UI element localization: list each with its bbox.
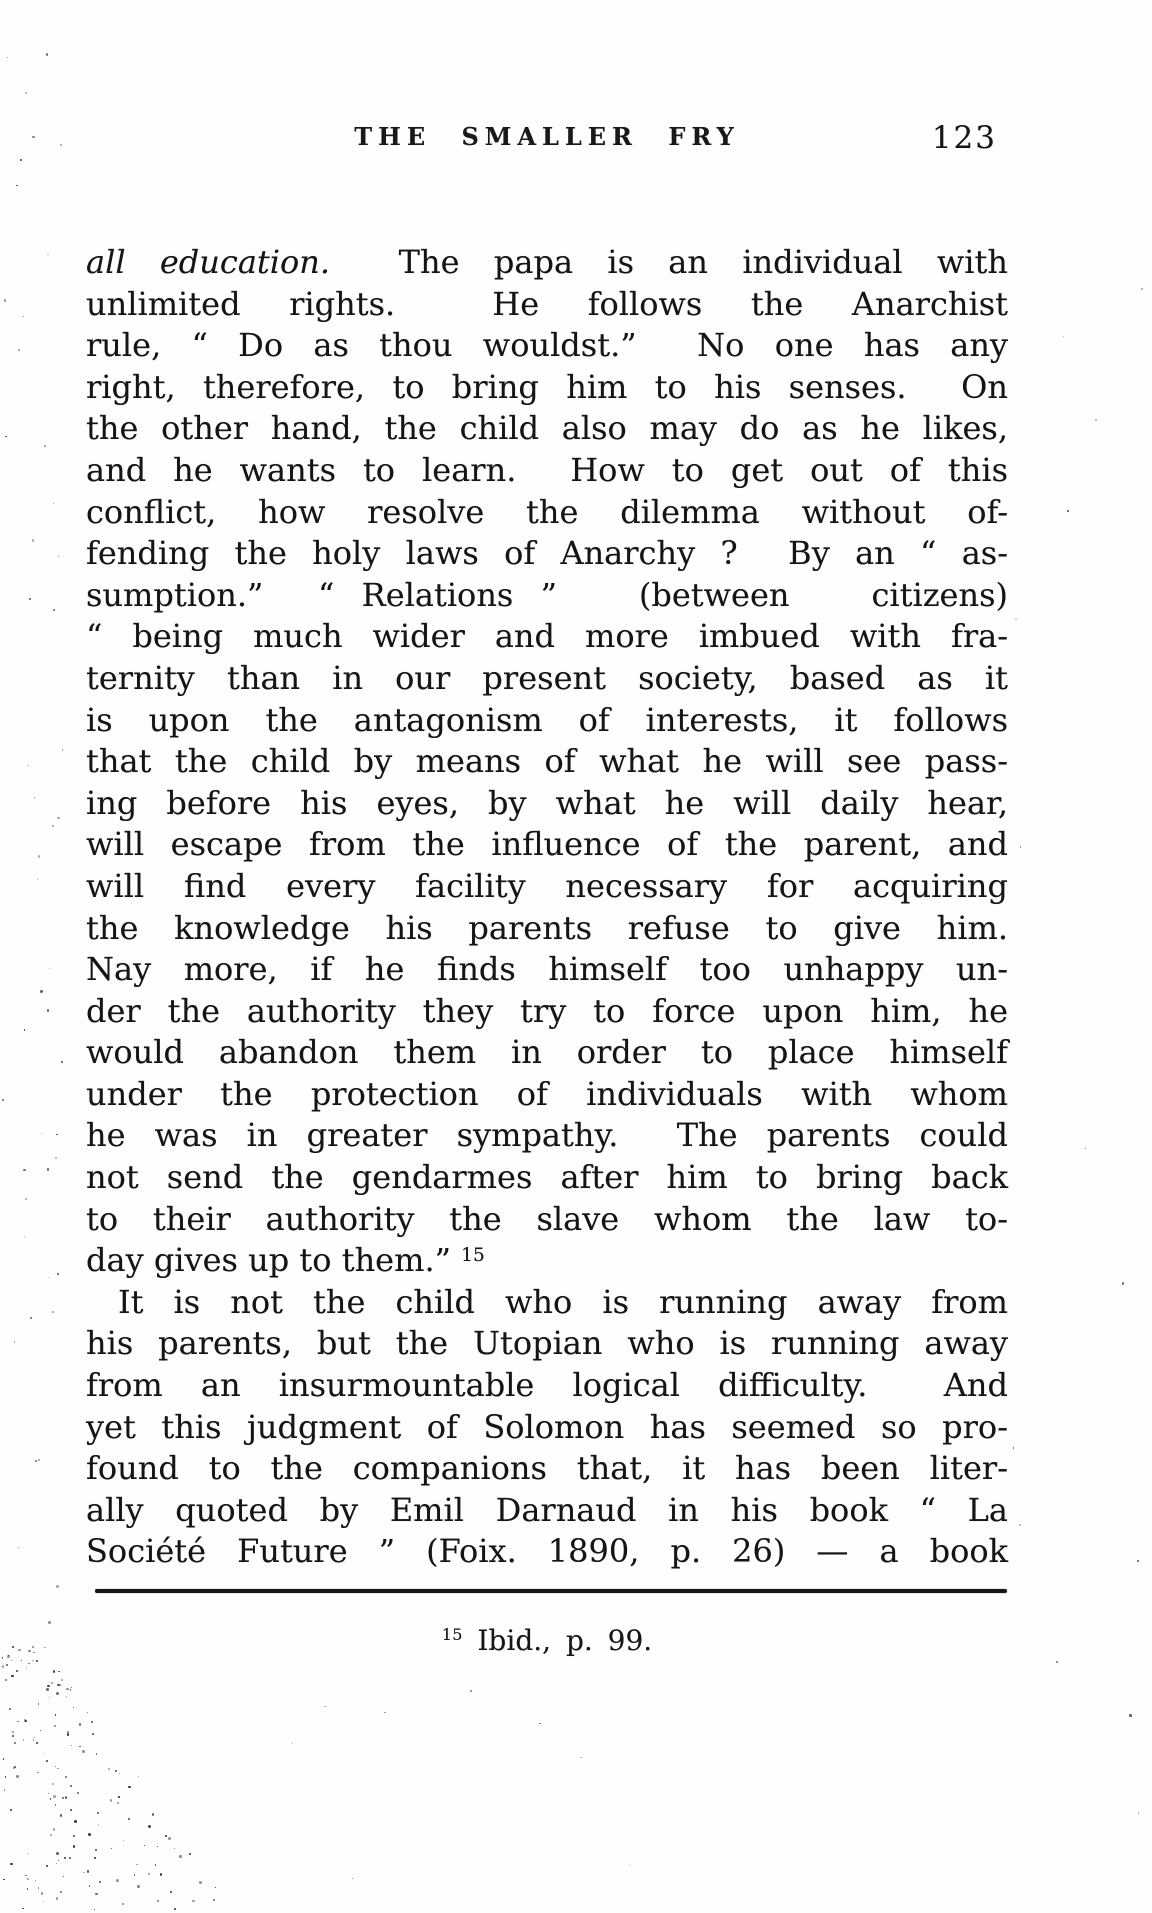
noise-dot	[29, 598, 31, 600]
noise-dot	[213, 1899, 215, 1901]
noise-dot	[4, 1789, 6, 1791]
noise-dot	[10, 1863, 13, 1866]
noise-dot	[53, 503, 54, 504]
noise-dot	[1019, 1524, 1021, 1526]
noise-dot	[36, 1742, 39, 1745]
running-header	[86, 122, 1008, 166]
noise-dot	[57, 1768, 58, 1769]
noise-dot	[160, 1873, 162, 1875]
noise-dot	[47, 254, 48, 255]
noise-dot	[11, 1660, 12, 1661]
noise-dot	[64, 1857, 67, 1860]
noise-dot	[62, 749, 63, 750]
noise-dot	[119, 1773, 120, 1774]
noise-dot	[53, 609, 55, 611]
noise-dot	[12, 1731, 14, 1733]
text-line: rule, “ Do as thou wouldst.” No one has any	[86, 326, 1008, 365]
noise-dot	[95, 1849, 97, 1851]
noise-dot	[179, 1855, 182, 1858]
noise-dot	[10, 1809, 12, 1811]
noise-dot	[1020, 846, 1021, 847]
noise-dot	[58, 1671, 60, 1673]
noise-dot	[134, 1874, 136, 1876]
noise-dot	[47, 1168, 49, 1170]
noise-dot	[24, 1236, 25, 1237]
noise-dot	[43, 1753, 44, 1754]
noise-dot	[46, 1760, 48, 1762]
noise-dot	[54, 1725, 57, 1728]
noise-dot	[61, 1061, 63, 1063]
noise-dot	[47, 1685, 49, 1687]
noise-dot	[43, 1901, 45, 1903]
text-line: conflict, how resolve the dilemma without of-	[86, 492, 1008, 531]
noise-dot	[27, 1888, 28, 1889]
noise-dot	[33, 1652, 34, 1653]
page-body-text	[86, 242, 1008, 1573]
text-line: sumption.” “ Relations ” (between citizens)	[86, 575, 1008, 614]
footnote	[86, 1624, 1008, 1657]
noise-dot	[470, 1690, 472, 1692]
noise-dot	[87, 1870, 90, 1873]
text-line: ternity than in our present society, based as it	[86, 658, 1008, 697]
noise-dot	[23, 1169, 25, 1171]
footnote-marker: 15	[441, 1625, 463, 1644]
noise-dot	[65, 1796, 67, 1798]
noise-dot	[3, 1879, 5, 1881]
noise-dot	[144, 1845, 145, 1846]
noise-dot	[168, 1837, 171, 1840]
noise-dot	[65, 1797, 66, 1798]
noise-dot	[56, 1692, 58, 1694]
noise-dot	[99, 1881, 100, 1882]
noise-dot	[77, 1792, 79, 1794]
text-line: under the protection of individuals with whom	[86, 1074, 1008, 1113]
noise-dot	[46, 53, 48, 55]
noise-dot	[12, 1646, 14, 1648]
noise-dot	[69, 1857, 71, 1859]
noise-dot	[215, 1887, 217, 1889]
noise-dot	[95, 1893, 98, 1896]
noise-dot	[1063, 336, 1064, 337]
noise-dot	[57, 817, 59, 819]
noise-dot	[53, 1670, 55, 1672]
noise-dot	[14, 1341, 15, 1342]
footnote-divider	[95, 1589, 1007, 1593]
noise-dot	[73, 1835, 75, 1837]
noise-dot	[28, 765, 29, 766]
text-line: right, therefore, to bring him to his senses. On	[86, 367, 1008, 406]
noise-dot	[16, 1670, 18, 1672]
noise-dot	[41, 1892, 44, 1895]
noise-dot	[50, 1798, 51, 1799]
text-line: “ being much wider and more imbued with fra-	[86, 617, 1008, 656]
noise-dot	[23, 1739, 25, 1741]
text-line: is upon the antagonism of interests, it follows	[86, 700, 1008, 739]
noise-dot	[1129, 1714, 1131, 1716]
noise-dot	[1141, 288, 1143, 290]
noise-dot	[174, 1908, 176, 1910]
running-header-title: THE SMALLER FRY	[354, 122, 740, 151]
noise-dot	[17, 1721, 18, 1722]
noise-dot	[25, 92, 27, 94]
noise-dot	[91, 1721, 94, 1724]
noise-dot	[9, 1708, 11, 1710]
text-line: ing before his eyes, by what he will daily hear,	[86, 783, 1008, 822]
noise-dot	[44, 445, 46, 447]
text-line: all education. The papa is an individual with	[86, 243, 1009, 281]
noise-dot	[155, 1864, 157, 1866]
noise-dot	[38, 1459, 40, 1461]
noise-dot	[16, 185, 18, 187]
noise-dot	[58, 1684, 60, 1686]
noise-dot	[48, 1621, 50, 1623]
noise-dot	[24, 1029, 25, 1030]
noise-dot	[79, 1723, 81, 1725]
noise-dot	[70, 1785, 72, 1787]
noise-dot	[12, 1735, 14, 1737]
noise-dot	[115, 1770, 118, 1773]
noise-dot	[40, 990, 42, 992]
noise-dot	[3, 1758, 5, 1760]
noise-dot	[28, 1663, 30, 1665]
noise-dot	[138, 1776, 139, 1777]
noise-dot	[38, 1887, 40, 1889]
text-line: not send the gendarmes after him to bring back	[86, 1158, 1008, 1197]
noise-dot	[37, 879, 39, 881]
noise-dot	[33, 1739, 34, 1740]
noise-dot	[65, 1776, 67, 1778]
noise-dot	[128, 1786, 130, 1788]
noise-dot	[73, 1845, 76, 1848]
noise-dot	[1013, 1447, 1015, 1449]
noise-dot	[13, 1767, 15, 1769]
noise-dot	[35, 1460, 36, 1461]
noise-dot	[6, 1664, 8, 1666]
noise-dot	[94, 1857, 95, 1858]
noise-dot	[1137, 1560, 1139, 1562]
noise-dot	[66, 1688, 69, 1691]
noise-dot	[14, 1766, 16, 1768]
noise-dot	[21, 1660, 22, 1661]
noise-dot	[58, 1860, 59, 1861]
noise-dot	[46, 1865, 48, 1867]
noise-dot	[38, 855, 41, 858]
noise-dot	[148, 1873, 150, 1875]
noise-dot	[26, 1667, 27, 1668]
noise-dot	[629, 1864, 630, 1865]
noise-dot	[1085, 1148, 1086, 1149]
text-line: from an insurmountable logical difficulty. And	[86, 1366, 1008, 1405]
noise-dot	[88, 1833, 91, 1836]
paragraph	[86, 1282, 1008, 1573]
noise-dot	[7, 1655, 9, 1657]
text-line: unlimited rights. He follows the Anarchist	[86, 284, 1008, 323]
noise-dot	[2, 1665, 4, 1667]
noise-dot	[352, 1878, 353, 1879]
noise-dot	[47, 1009, 49, 1011]
noise-dot	[49, 968, 50, 969]
noise-dot	[57, 1273, 59, 1275]
noise-dot	[55, 1714, 57, 1716]
noise-dot	[89, 1885, 91, 1887]
text-line: will escape from the influence of the parent, and	[86, 825, 1008, 864]
noise-dot	[165, 1835, 167, 1837]
noise-dot	[25, 1720, 27, 1722]
noise-dot	[38, 1703, 39, 1704]
noise-dot	[79, 1746, 81, 1748]
noise-dot	[56, 1863, 57, 1864]
noise-dot	[36, 1660, 38, 1662]
noise-dot	[24, 1719, 27, 1722]
noise-dot	[55, 1766, 56, 1767]
noise-dot	[83, 1872, 84, 1873]
noise-dot	[63, 1876, 64, 1877]
noise-dot	[87, 1712, 88, 1713]
noise-dot	[56, 1134, 57, 1135]
text-line: der the authority they try to force upon him, he	[86, 991, 1008, 1030]
text-line: It is not the child who is running away from	[118, 1282, 1008, 1321]
noise-dot	[56, 1852, 59, 1855]
noise-dot	[97, 1812, 99, 1814]
noise-dot	[37, 1772, 38, 1773]
paragraph	[86, 242, 1008, 1282]
noise-dot	[52, 825, 54, 827]
noise-dot	[56, 1585, 58, 1587]
noise-dot	[4, 299, 6, 301]
noise-dot	[94, 1909, 95, 1910]
text-line: and he wants to learn. How to get out of this	[86, 450, 1008, 489]
page-number: 123	[931, 120, 997, 156]
text-line: he was in greater sympathy. The parents could	[86, 1116, 1008, 1155]
noise-dot	[189, 1853, 191, 1855]
noise-dot	[28, 1650, 30, 1652]
noise-dot	[57, 1684, 59, 1686]
noise-dot	[18, 1547, 19, 1548]
noise-dot	[98, 1824, 99, 1825]
noise-dot	[53, 1828, 55, 1830]
noise-dot	[7, 57, 8, 58]
noise-dot	[157, 1900, 159, 1902]
noise-dot	[16, 1775, 19, 1778]
noise-dot	[73, 1707, 75, 1709]
noise-dot	[92, 1733, 94, 1735]
noise-dot	[32, 1660, 33, 1661]
noise-dot	[96, 1753, 98, 1755]
text-line: would abandon them in order to place himself	[86, 1033, 1008, 1072]
noise-dot	[32, 136, 34, 138]
noise-dot	[52, 1311, 54, 1313]
noise-dot	[199, 1881, 202, 1884]
text-line: Société Future ” (Foix. 1890, p. 26) — a book	[86, 1532, 1008, 1571]
noise-dot	[25, 1198, 27, 1200]
noise-dot	[49, 1277, 51, 1279]
noise-dot	[116, 1879, 119, 1882]
noise-dot	[110, 1799, 113, 1802]
noise-dot	[152, 1813, 155, 1816]
noise-dot	[58, 556, 59, 557]
text-line: fending the holy laws of Anarchy ? By an “ as-	[86, 534, 1008, 573]
noise-dot	[60, 1814, 63, 1817]
noise-dot	[32, 539, 34, 541]
noise-dot	[1095, 419, 1097, 421]
noise-dot	[1122, 1282, 1124, 1284]
noise-dot	[50, 1834, 52, 1836]
noise-dot	[49, 1697, 50, 1698]
noise-dot	[48, 1793, 49, 1794]
text-line: to their authority the slave whom the law to-	[86, 1199, 1008, 1238]
noise-dot	[14, 1742, 16, 1744]
noise-dot	[292, 1743, 293, 1744]
noise-dot	[71, 1687, 72, 1688]
noise-dot	[123, 1840, 125, 1842]
noise-dot	[55, 1157, 57, 1159]
noise-dot	[44, 1647, 46, 1649]
noise-dot	[62, 1797, 64, 1799]
noise-dot	[70, 1689, 72, 1691]
noise-dot	[67, 1733, 69, 1735]
noise-dot	[74, 1820, 77, 1823]
text-line: found to the companions that, it has been liter-	[86, 1449, 1008, 1488]
noise-dot	[5, 436, 6, 437]
text-line: the knowledge his parents refuse to give him.	[86, 908, 1008, 947]
noise-dot	[70, 1809, 72, 1811]
noise-dot	[34, 797, 35, 798]
noise-dot	[67, 1731, 68, 1732]
noise-dot	[60, 1891, 62, 1893]
noise-dot	[20, 159, 22, 161]
noise-dot	[128, 1818, 131, 1821]
text-line: ally quoted by Emil Darnaud in his book “ La	[86, 1490, 1008, 1529]
noise-dot	[40, 1730, 41, 1731]
noise-dot	[18, 1649, 20, 1651]
noise-dot	[34, 1737, 36, 1739]
noise-dot	[1015, 619, 1016, 620]
noise-dot	[61, 1679, 63, 1681]
noise-dot	[41, 1133, 42, 1134]
noise-dot	[539, 1723, 540, 1724]
text-line: the other hand, the child also may do as he likes,	[86, 409, 1008, 448]
noise-dot	[580, 1757, 581, 1758]
noise-dot	[53, 1795, 56, 1798]
noise-dot	[137, 1885, 140, 1888]
noise-dot	[1138, 1812, 1140, 1814]
noise-dot	[22, 1908, 24, 1910]
noise-dot	[18, 349, 20, 351]
noise-dot	[28, 1853, 30, 1855]
text-line: his parents, but the Utopian who is running away	[86, 1324, 1008, 1363]
noise-dot	[52, 1783, 53, 1784]
footnote-text: Ibid., p. 99.	[477, 1624, 653, 1657]
noise-dot	[46, 1688, 49, 1691]
text-line: Nay more, if he finds himself too unhappy un-	[86, 950, 1008, 989]
noise-dot	[148, 1825, 150, 1827]
noise-dot	[170, 1891, 172, 1893]
noise-dot	[5, 1679, 7, 1681]
noise-dot	[5, 1776, 7, 1778]
noise-dot	[25, 1875, 27, 1877]
noise-dot	[118, 1796, 120, 1798]
noise-dot	[35, 1880, 36, 1881]
noise-dot	[51, 1682, 54, 1685]
text-line: yet this judgment of Solomon has seemed so pro-	[86, 1407, 1008, 1446]
noise-dot	[136, 1864, 138, 1866]
noise-dot	[111, 1848, 112, 1849]
text-line: day gives up to them.” $^{15}$	[86, 1241, 485, 1280]
noise-dot	[30, 1317, 32, 1319]
noise-dot	[1067, 510, 1068, 511]
noise-dot	[56, 1897, 58, 1899]
noise-dot	[108, 1768, 110, 1770]
noise-dot	[2, 1099, 4, 1101]
noise-dot	[122, 1903, 124, 1905]
noise-dot	[82, 1750, 84, 1752]
noise-dot	[32, 1646, 34, 1648]
noise-dot	[22, 316, 23, 317]
text-line: will find every facility necessary for acquiring	[86, 866, 1008, 905]
noise-dot	[60, 144, 62, 146]
noise-dot	[2, 1657, 4, 1659]
noise-dot	[11, 1675, 13, 1677]
noise-dot	[174, 1848, 175, 1849]
noise-dot	[66, 1696, 67, 1697]
noise-dot	[324, 1706, 326, 1708]
noise-dot	[49, 1681, 50, 1682]
noise-dot	[71, 1745, 72, 1746]
noise-dot	[157, 1846, 158, 1847]
noise-dot	[384, 1712, 385, 1713]
text-line: that the child by means of what he will see pass-	[86, 742, 1008, 781]
noise-dot	[8, 1655, 9, 1656]
noise-dot	[27, 1878, 29, 1880]
noise-dot	[1056, 1661, 1058, 1663]
noise-dot	[55, 1804, 57, 1806]
noise-dot	[192, 1900, 194, 1902]
noise-dot	[117, 1802, 119, 1804]
